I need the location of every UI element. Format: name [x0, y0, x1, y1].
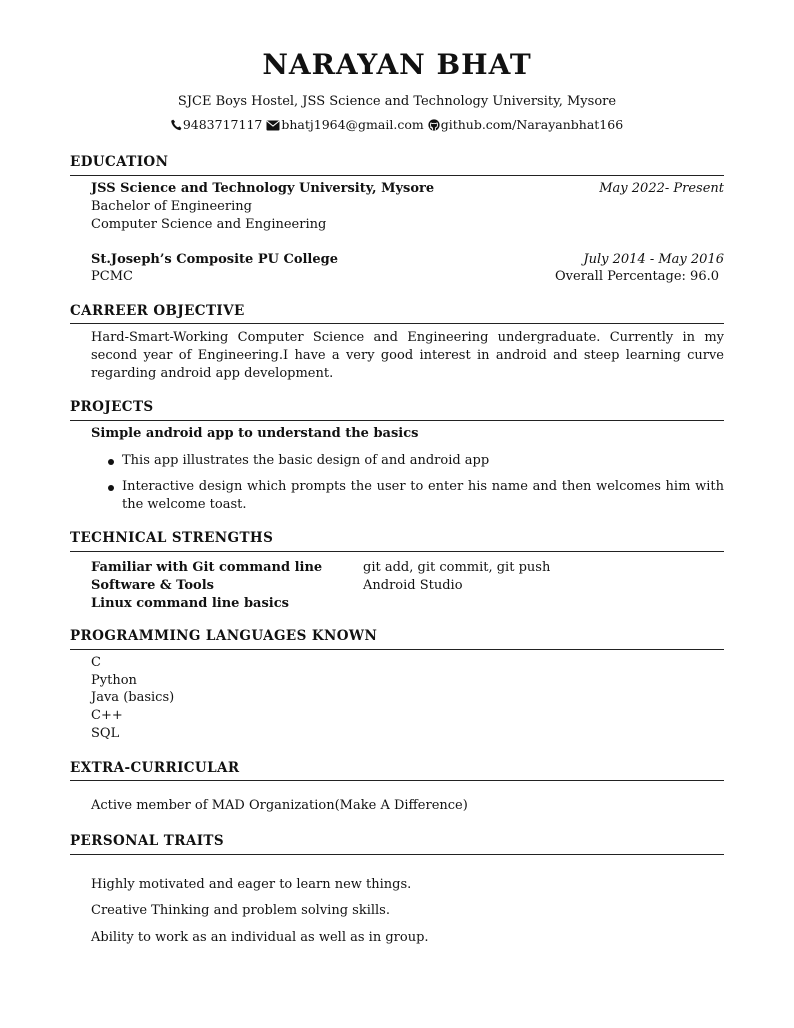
strength-label-3: Linux command line basics: [91, 596, 289, 611]
languages-heading: PROGRAMMING LANGUAGES KNOWN: [70, 628, 378, 644]
strengths-heading: TECHNICAL STRENGTHS: [70, 530, 274, 546]
extra-divider: [70, 780, 724, 781]
phone-number[interactable]: 9483717117: [182, 117, 263, 132]
trait-item: Highly motivated and eager to learn new things.: [91, 877, 412, 892]
candidate-name: NARAYAN BHAT: [262, 48, 532, 81]
extra-text: Active member of MAD Organization(Make A Difference): [91, 798, 468, 813]
education-score-2: Overall Percentage: 96.0: [555, 269, 719, 284]
envelope-icon: [266, 120, 280, 131]
strength-value-2: Android Studio: [363, 578, 463, 593]
strength-label-1: Familiar with Git command line: [91, 560, 323, 575]
github-icon: [428, 119, 440, 131]
education-divider: [70, 175, 724, 176]
traits-divider: [70, 854, 724, 855]
strength-value-1: git add, git commit, git push: [363, 560, 551, 575]
language-item: Java (basics): [91, 690, 175, 705]
education-institution-2: St.Joseph’s Composite PU College: [91, 252, 338, 267]
strengths-divider: [70, 551, 724, 552]
language-item: SQL: [91, 726, 120, 741]
project-title: Simple android app to understand the basics: [91, 426, 419, 441]
trait-item: Creative Thinking and problem solving skills.: [91, 903, 390, 918]
bullet-dot: [108, 485, 114, 491]
projects-heading: PROJECTS: [70, 399, 154, 415]
project-bullet-2: Interactive design which prompts the user to enter his name and then welcomes him with the welcome toast.: [122, 479, 724, 512]
strength-label-2: Software & Tools: [91, 578, 214, 593]
address: SJCE Boys Hostel, JSS Science and Technology University, Mysore: [177, 94, 617, 109]
education-dates-1: May 2022- Present: [599, 181, 724, 196]
language-item: C: [91, 655, 101, 670]
education-heading: EDUCATION: [70, 154, 169, 170]
github-link[interactable]: github.com/Narayanbhat166: [440, 117, 624, 132]
language-item: C++: [91, 708, 123, 723]
objective-heading: CARREER OBJECTIVE: [70, 303, 245, 319]
objective-divider: [70, 323, 724, 324]
objective-text: Hard-Smart-Working Computer Science and Engineering undergraduate. Currently in my second year of Engineering.I have a very good interest in android and steep learning curve regarding android app development.: [91, 330, 724, 381]
contact-line: [0, 117, 794, 132]
education-major-1: Computer Science and Engineering: [91, 217, 327, 232]
projects-divider: [70, 420, 724, 421]
language-item: Python: [91, 673, 137, 688]
trait-item: Ability to work as an individual as well as in group.: [91, 930, 429, 945]
languages-divider: [70, 649, 724, 650]
education-stream-2: PCMC: [91, 269, 133, 284]
education-degree-1: Bachelor of Engineering: [91, 199, 252, 214]
education-institution-1: JSS Science and Technology University, Mysore: [91, 181, 435, 196]
traits-heading: PERSONAL TRAITS: [70, 833, 225, 849]
extra-heading: EXTRA-CURRICULAR: [70, 760, 240, 776]
phone-icon: [171, 119, 182, 131]
email-link[interactable]: bhatj1964@gmail.com: [281, 117, 424, 132]
bullet-dot: [108, 459, 114, 465]
education-dates-2: July 2014 - May 2016: [583, 252, 724, 267]
project-bullet-1: This app illustrates the basic design of and android app: [122, 453, 490, 468]
